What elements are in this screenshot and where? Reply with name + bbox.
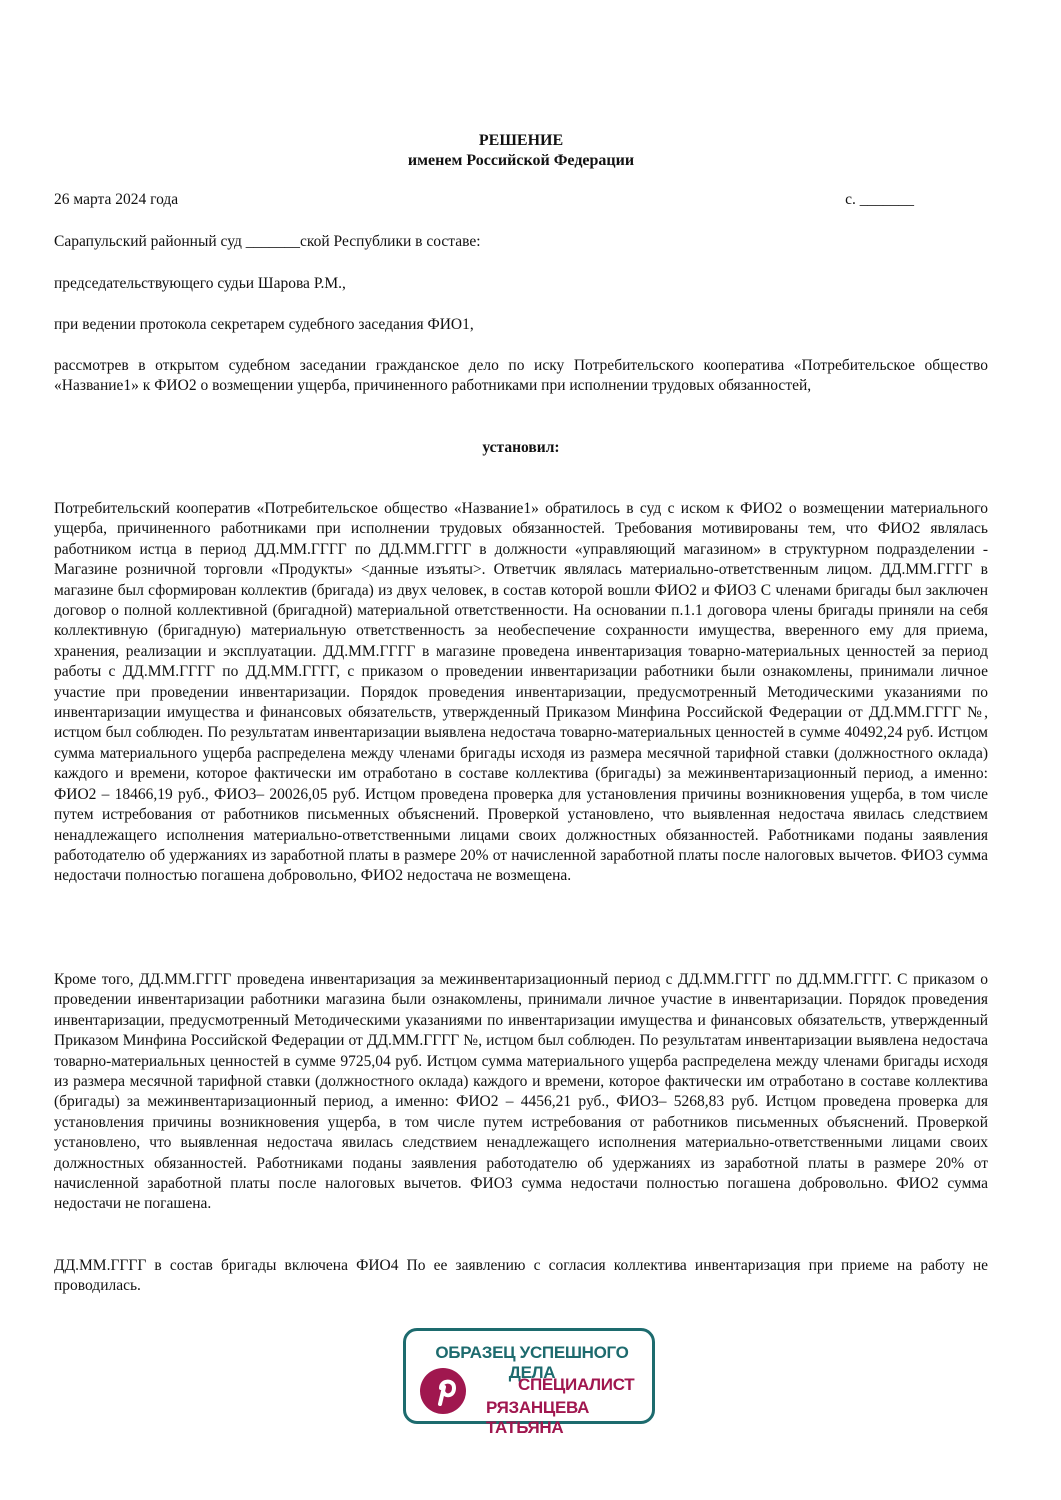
sample-stamp (403, 1328, 655, 1437)
case-description: рассмотрев в открытом судебном заседании гражданское дело по иску Потребительского кооператива «Потребительское общество «Название1» к ФИО2 о возмещении ущерба, причиненного работниками при исполнении трудовых обязанностей, (54, 357, 988, 395)
decision-date: 26 марта 2024 года (54, 191, 179, 208)
stamp-name: РЯЗАНЦЕВА ТАТЬЯНА (486, 1398, 590, 1437)
pinterest-icon (418, 1366, 468, 1416)
paragraph-1: Потребительский кооператив «Потребительское общество «Название1» обратилось в суд с иском к ФИО2 о возмещении материального ущерба, причиненного работниками при исполнении трудовых обязанностей. Требования мотивированы тем, что ФИО2 являлась работником истца в период ДД.ММ.ГГГГ по ДД.ММ.ГГГГ в должности «управляющий магазином» в структурном подразделении - Магазине розничной торговли «Продукты» <данные изъяты>. Ответчик являлась материально-ответственным лицом. ДД.ММ.ГГГГ в магазине был сформирован коллектив (бригада) из двух человек, в состав которой вошли ФИО2 и ФИО3 С членами бригады был заключен договор о полной коллективной (бригадной) материальной ответственности. На основании п.1.1 договора члены бригады приняли на себя коллективную (бригадную) материальную ответственность за необеспечение сохранности имущества, вверенного ему для приема, хранения, реализации и эксплуатации. ДД.ММ.ГГГГ в магазине проведена инвентаризация товарно-материальных ценностей за период работы с ДД.ММ.ГГГГ по ДД.ММ.ГГГГ, с приказом о проведении инвентаризации работники были ознакомлены, принимали личное участие при проведении инвентаризации. Порядок проведения инвентаризации, предусмотренный Методическими указаниями по инвентаризации имущества и финансовых обязательств, утвержденный Приказом Минфина Российской Федерации от ДД.ММ.ГГГГ №, истцом был соблюден. По результатам инвентаризации выявлена недостача товарно-материальных ценностей в сумме 40492,24 руб. Истцом сумма материального ущерба распределена между членами бригады исходя из размера месячной тарифной ставки (должностного оклада) каждого и времени, которое фактически им отработано в составе коллектива (бригады) за межинвентаризационный период, а именно: ФИО2 – 18466,19 руб., ФИО3– 20026,05 руб. Истцом проведена проверка для установления причины возникновения ущерба, в том числе путем истребования от работников письменных объяснений. Проверкой установлено, что выявленная недостача явилась следствием ненадлежащего исполнения материально-ответственными лицами своих должностных обязанностей. Работниками поданы заявления работодателю об удержаниях из заработной платы в размере 20% от начисленной заработной платы после налоговых вычетов. ФИО3 сумма недостачи полностью погашена добровольно, ФИО2 недостача не возмещена. (54, 500, 988, 885)
section-heading: установил: (482, 439, 560, 456)
court-secretary: при ведении протокола секретарем судебного заседания ФИО1, (54, 316, 474, 333)
court-composition: Сарапульский районный суд _______ской Республики в составе: (54, 233, 481, 250)
stamp-title: ОБРАЗЕЦ УСПЕШНОГО ДЕЛА (435, 1343, 629, 1382)
paragraph-2: Кроме того, ДД.ММ.ГГГГ проведена инвентаризация за межинвентаризационный период с ДД.ММ.ГГГГ по ДД.ММ.ГГГГ. С приказом о проведении инвентаризации работники магазина были ознакомлены, принимали личное участие в инвентаризации. Порядок проведения инвентаризации, предусмотренный Методическими указаниями по инвентаризации имущества и финансовых обязательств, утвержденный Приказом Минфина Российской Федерации от ДД.ММ.ГГГГ №, истцом был соблюден. По результатам инвентаризации выявлена недостача товарно-материальных ценностей в сумме 9725,04 руб. Истцом сумма материального ущерба распределена между членами бригады исходя из размера месячной тарифной ставки (должностного оклада) каждого и времени, которое фактически им отработано в составе коллектива (бригады) за межинвентаризационный период, а именно: ФИО2 – 4456,21 руб., ФИО3– 5268,83 руб. Истцом проведена проверка для установления причины возникновения ущерба, в том числе путем истребования от работников письменных объяснений. Проверкой установлено, что выявленная недостача явилась следствием ненадлежащего исполнения материально-ответственными лицами своих должностных обязанностей. Работниками поданы заявления работодателю об удержаниях из заработной платы в размере 20% от начисленной заработной платы после налоговых вычетов. ФИО3 сумма недостачи полностью погашена добровольно. ФИО2 сумма недостачи не погашена. (54, 971, 988, 1213)
paragraph-3: ДД.ММ.ГГГГ в состав бригады включена ФИО4 По ее заявлению с согласия коллектива инвентаризация при приеме на работу не проводилась. (54, 1257, 988, 1295)
date-place-row (54, 190, 914, 210)
stamp-specialist: СПЕЦИАЛИСТ (518, 1375, 635, 1394)
document-title: РЕШЕНИЕ (478, 132, 564, 149)
presiding-judge: председательствующего судьи Шарова Р.М., (54, 275, 346, 292)
document-subtitle: именем Российской Федерации (407, 152, 635, 169)
decision-place: с. _______ (845, 191, 914, 208)
